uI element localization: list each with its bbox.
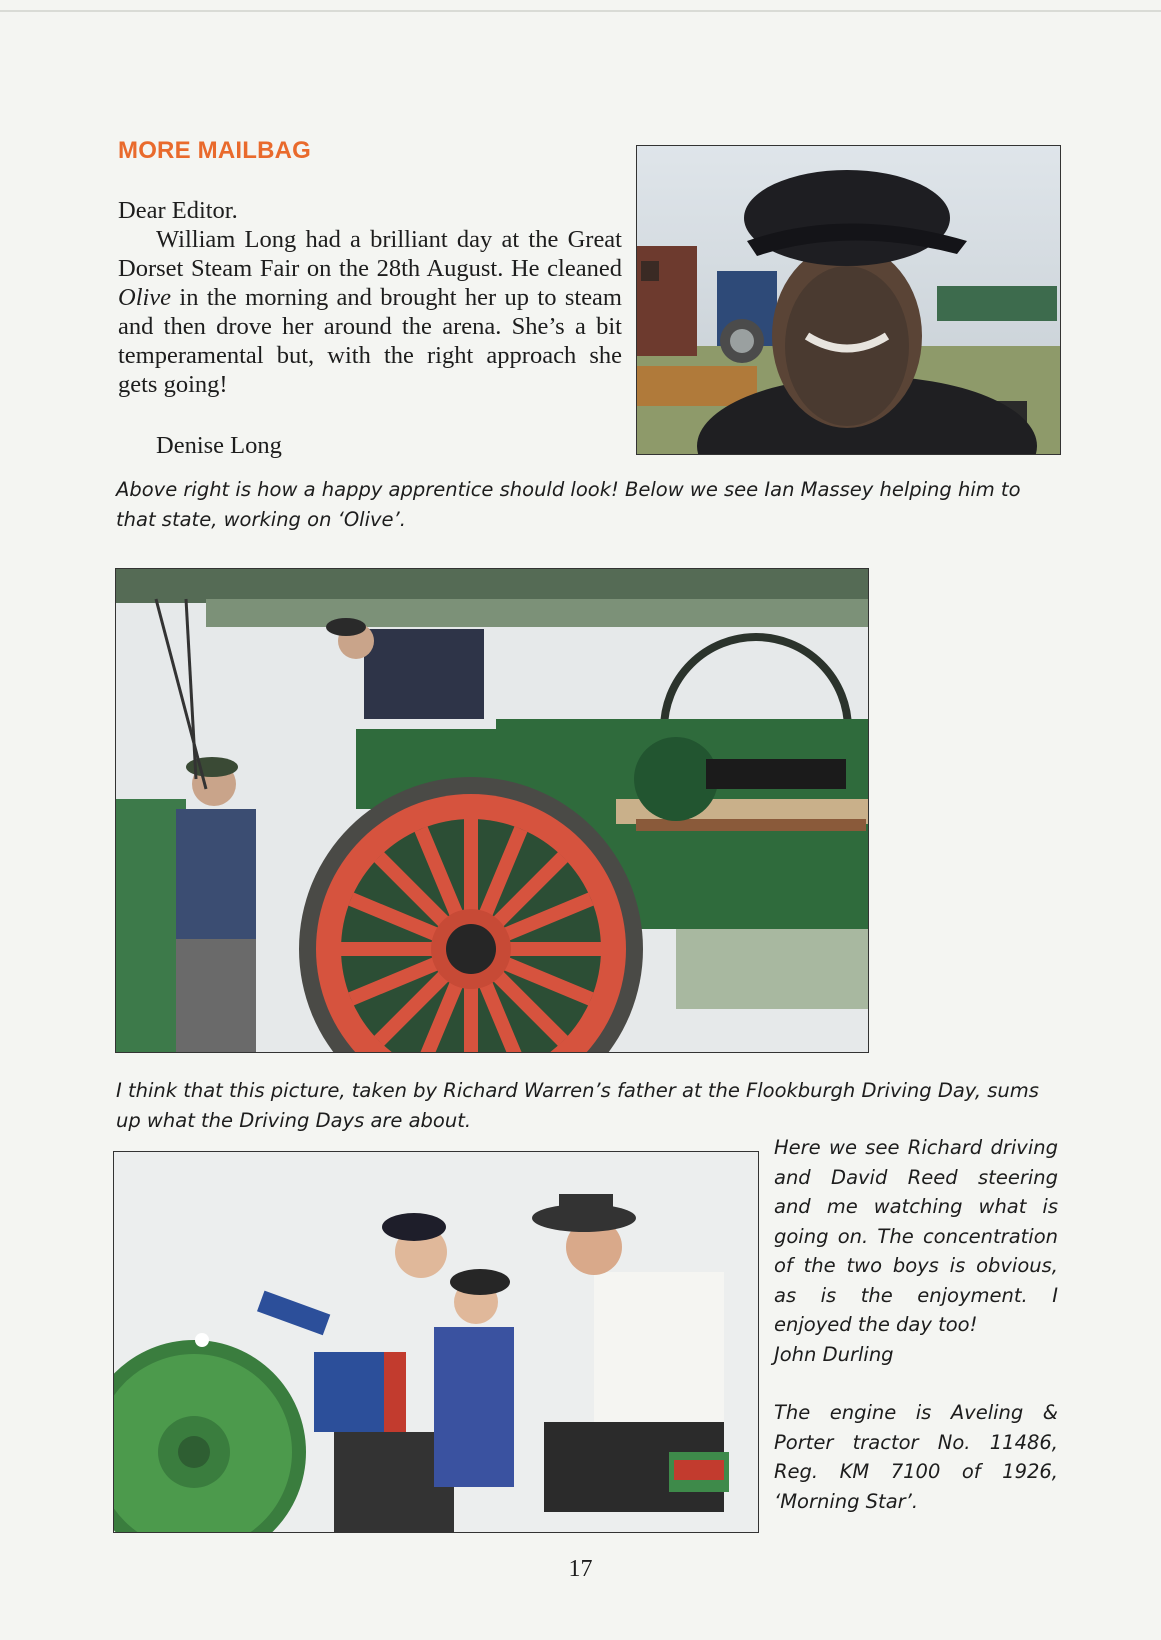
letter-salutation: Dear Editor. bbox=[118, 197, 238, 224]
apprentice-photo bbox=[636, 145, 1061, 455]
letter-signature: Denise Long bbox=[156, 432, 282, 459]
sidebar-paragraph-2: The engine is Aveling & Porter tractor No. 11486, Reg. KM 7100 of 1926, ‘Morning Star’. bbox=[774, 1401, 1058, 1513]
sidebar-text bbox=[774, 1133, 1058, 1516]
caption-apprentice: Above right is how a happy apprentice should look! Below we see Ian Massey helping him to that state, working on ‘Olive’. bbox=[116, 478, 1021, 531]
engine-photo-image bbox=[116, 569, 868, 1052]
letter-body bbox=[118, 225, 622, 399]
section-heading: MORE MAILBAG bbox=[118, 137, 312, 164]
sidebar-signature: John Durling bbox=[774, 1342, 894, 1366]
apprentice-photo-image bbox=[637, 146, 1060, 454]
engine-photo bbox=[115, 568, 869, 1053]
page-number: 17 bbox=[568, 1556, 593, 1582]
page-top-rule bbox=[0, 10, 1161, 12]
engine-name: Olive bbox=[118, 284, 172, 311]
driving-photo-image bbox=[114, 1152, 758, 1532]
letter-body-part1: William Long had a brilliant day at the Great Dorset Steam Fair on the 28th August. He cleaned bbox=[118, 226, 622, 282]
caption-flookburgh: I think that this picture, taken by Richard Warren’s father at the Flookburgh Driving Day, sums up what the Driving Days are about. bbox=[116, 1079, 1039, 1132]
letter-text bbox=[118, 196, 622, 399]
letter-body-part2: in the morning and brought her up to steam and then drove her around the arena. She’s a bit temperamental but, with the right approach she gets going! bbox=[118, 284, 622, 398]
sidebar-paragraph-1: Here we see Richard driving and David Reed steering and me watching what is going on. The concentration of the two boys is obvious, as is the enjoyment. I enjoyed the day too! bbox=[774, 1136, 1058, 1336]
sidebar-spacer bbox=[774, 1369, 1058, 1398]
driving-photo bbox=[113, 1151, 759, 1533]
